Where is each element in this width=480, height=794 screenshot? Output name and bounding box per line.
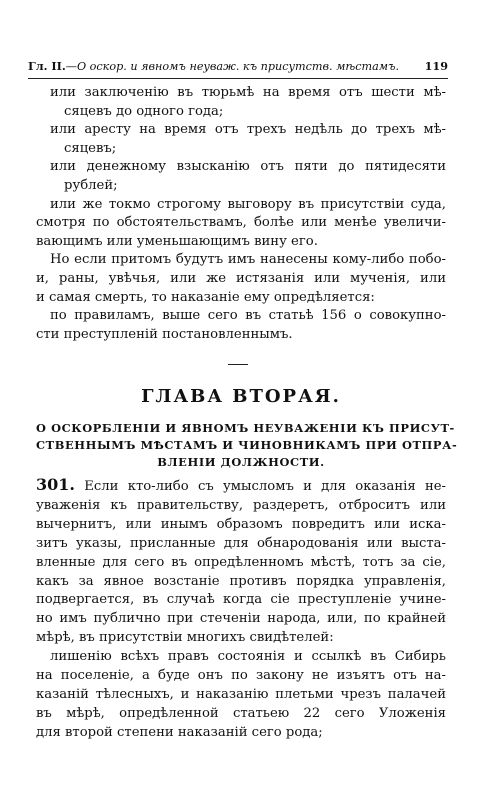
text-line: смотря по обстоятельствамъ, болѣе или менѣе увеличи- [36,215,446,231]
text-line: или же токмо строгому выговору въ присутствіи суда, [50,196,446,212]
article-first-line [36,476,446,497]
page-number: 119 [424,59,448,73]
text-line: рублей; [64,177,118,193]
running-head [28,58,448,74]
text-line: или заключенію въ тюрьмѣ на время отъ шести мѣ- [50,85,446,100]
section-divider [228,364,248,365]
text-line: или денежному взысканію отъ пяти до пятидесяти [50,159,446,175]
header-rule [28,78,448,79]
subtitle-line: О ОСКОРБЛЕНІИ И ЯВНОМЪ НЕУВАЖЕНІИ КЪ ПРИСУТ- [36,421,455,435]
text-line: подвергается, въ случаѣ когда сіе преступленіе учине- [36,592,446,608]
text-line: и, раны, увѣчья, или же истязанія или мученія, или [36,270,446,286]
article-301 [36,476,446,743]
upper-text-block [36,84,446,344]
article-text: Если кто-либо съ умысломъ и для оказанія не- [84,479,446,494]
penalty-line: лишенію всѣхъ правъ состоянія и ссылкѣ въ Сибирь [50,649,446,665]
chapter-subtitle [36,420,458,472]
text-line: сяцевъ; [64,140,117,156]
subtitle-line: СТВЕННЫМЪ МѢСТАМЪ И ЧИНОВНИКАМЪ ПРИ ОТПРА- [36,438,458,453]
header-dash: — [65,60,77,73]
chapter-reference: Гл. II. [28,59,66,73]
text-line: или аресту на время отъ трехъ недѣль до трехъ мѣ- [50,122,446,138]
penalty-line: на поселеніе, а буде онъ по закону не изъятъ отъ на- [36,668,446,684]
article-number: 301. [36,475,75,494]
running-title: О оскор. и явномъ неуваж. къ присутств. мѣстамъ. [76,60,400,73]
text-line: сяцевъ до одного года; [64,103,224,119]
text-line: и самая смерть, то наказаніе ему опредѣляется: [36,289,375,305]
penalty-line: для второй степени наказаній сего рода; [36,724,323,740]
text-line: вычернитъ, или инымъ образомъ повредитъ или искa- [36,516,446,532]
text-line: мѣрѣ, въ присутствіи многихъ свидѣтелей: [36,630,334,646]
text-line: вающимъ или уменьшающимъ вину его. [36,233,318,249]
text-line: но имъ публично при стеченіи народа, или, по крайней [36,611,446,627]
text-line: уваженія къ правительству, раздеретъ, отброситъ или [36,497,446,513]
subtitle-line: ВЛЕНІИ ДОЛЖНОСТИ. [157,455,325,470]
text-line: вленные для сего въ опредѣленномъ мѣстѣ, тотъ за сіе, [36,554,446,570]
text-line: Но если притомъ будутъ имъ нанесены кому-либо побо- [50,252,446,268]
text-line: по правиламъ, выше сего въ статьѣ 156 о совокупно- [50,308,446,324]
text-line: какъ за явное возстаніе противъ порядка управленія, [36,573,446,589]
text-line: сти преступленій постановленнымъ. [36,326,293,342]
penalty-line: въ мѣрѣ, опредѣленной статьею 22 сего Уложенія [36,705,446,721]
penalty-line: казаній тѣлесныхъ, и наказанію плетьми чрезъ палачей [36,686,446,702]
chapter-title: ГЛАВА ВТОРАЯ. [141,386,341,407]
text-line: зитъ указы, присланные для обнародованія или выста- [36,535,446,551]
